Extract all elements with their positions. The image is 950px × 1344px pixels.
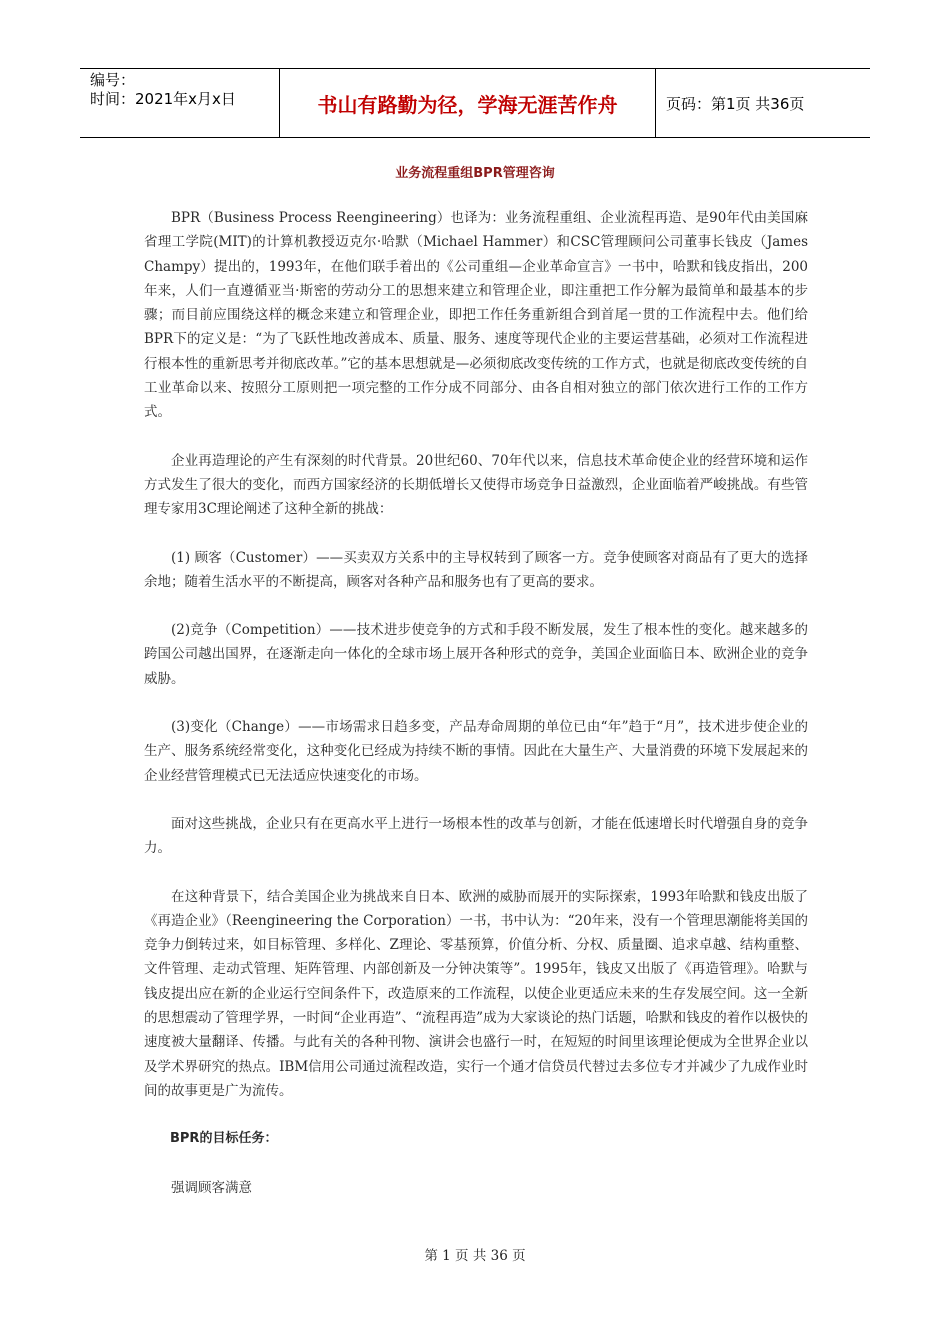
section-subheading: BPR的目标任务： <box>170 1131 278 1147</box>
header-table <box>80 68 870 138</box>
number-label: 编号： <box>90 71 136 89</box>
paragraph: (1) 顾客（Customer）——买卖双方关系中的主导权转到了顾客一方。竞争使顾客对商品有了更大的选择余地；随着生活水平的不断提高，顾客对各种产品和服务也有了更高的要求。 <box>144 549 808 590</box>
header-slogan: 书山有路勤为径，学海无涯苦作舟 <box>280 69 656 137</box>
paragraph: (2)竞争（Competition）——技术进步使竞争的方式和手段不断发展，发生了根本性的变化。越来越多的跨国公司越出国界，在逐渐走向一体化的全球市场上展开各种形式的竞争，美国企业面临日本、欧洲企业的竞争威胁。 <box>144 622 808 687</box>
paragraph: BPR（Business Process Reengineering）也译为：业务流程重组、企业流程再造、是90年代由美国麻省理工学院(MIT)的计算机教授迈克尔·哈默（Michael Hammer）和CSC管理顾问公司董事长钱皮（James Champy）提出的，1993年，在他们联手着出的《公司重组—企业革命宣言》一书中，哈默和钱皮指出，200年来，人们一直遵循亚当·斯密的劳动分工的思想来建立和管理企业，即注重把工作分解为最简单和最基本的步骤；而目前应围绕这样的概念来建立和管理企业，即把工作任务重新组合到首尾一贯的工作流程中去。他们给BPR下的定义是：“为了飞跃性地改善成本、质量、服务、速度等现代企业的主要运营基础，必须对工作流程进行根本性的重新思考并彻底改革。”它的基本思想就是—必须彻底改变传统的工作方式，也就是彻底改变传统的自工业革命以来、按照分工原则把一项完整的工作分成不同部分、由各自相对独立的部门依次进行工作的工作方式。 <box>144 210 808 421</box>
paragraph: 面对这些挑战，企业只有在更高水平上进行一场根本性的改革与创新，才能在低速增长时代增强自身的竞争力。 <box>144 815 808 857</box>
header-page-info: 页码：第1页 共36页 <box>666 94 805 113</box>
paragraph: 企业再造理论的产生有深刻的时代背景。20世纪60、70年代以来，信息技术革命使企业的经营环境和运作方式发生了很大的变化，而西方国家经济的长期低增长又使得市场竞争日益激烈，企业面临着严峻挑战。有些管理专家用3C理论阐述了这种全新的挑战： <box>144 452 808 518</box>
paragraph: 强调顾客满意 <box>171 1179 252 1196</box>
paragraph: (3)变化（Change）——市场需求日趋多变，产品寿命周期的单位已由“年”趋于“月”，技术进步使企业的生产、服务系统经常变化，这种变化已经成为持续不断的事情。因此在大量生产、大量消费的环境下发展起来的企业经营管理模式已无法适应快速变化的市场。 <box>144 719 808 784</box>
time-label: 时间：2021年x月x日 <box>90 90 236 108</box>
document-body <box>144 206 808 1224</box>
document-title: 业务流程重组BPR管理咨询 <box>395 166 555 181</box>
header-meta <box>80 69 280 137</box>
page-footer: 第 1 页 共 36 页 <box>424 1248 526 1264</box>
paragraph: 在这种背景下，结合美国企业为挑战来自日本、欧洲的威胁而展开的实际探索，1993年哈默和钱皮出版了《再造企业》（Reengineering the Corporation）一书，书中认为：“20年来，没有一个管理思潮能将美国的竞争力倒转过来，如目标管理、多样化、Z理论、零基预算，价值分析、分权、质量圈、追求卓越、结构重整、文件管理、走动式管理、矩阵管理、内部创新及一分钟决策等”。1995年，钱皮又出版了《再造管理》。哈默与钱皮提出应在新的企业运行空间条件下，改造原来的工作流程，以使企业更适应未来的生存发展空间。这一全新的思想震动了管理学界，一时间“企业再造”、“流程再造”成为大家谈论的热门话题，哈默和钱皮的着作以极快的速度被大量翻译、传播。与此有关的各种刊物、演讲会也盛行一时，在短短的时间里该理论便成为全世界企业以及学术界研究的热点。IBM信用公司通过流程改造，实行一个通才信贷员代替过去多位专才并减少了九成作业时间的故事更是广为流传。 <box>144 888 808 1099</box>
